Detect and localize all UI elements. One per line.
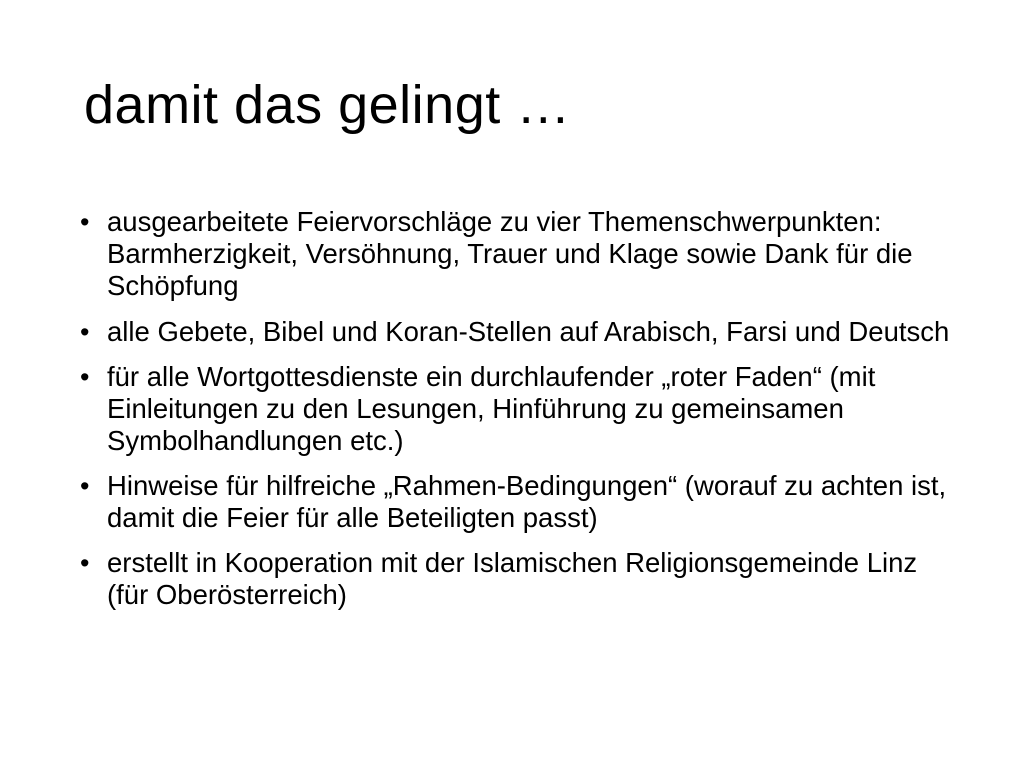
bullet-item (80, 547, 960, 611)
bullet-item (80, 361, 960, 457)
bullet-text: ausgearbeitete Feiervorschläge zu vier Themenschwerpunkten: Barmherzigkeit, Versöhnung, Trauer und Klage sowie Dank für die Schöpfung (107, 206, 913, 301)
bullet-icon: • (80, 317, 90, 347)
bullet-item (80, 316, 960, 348)
bullet-text: alle Gebete, Bibel und Koran-Stellen auf Arabisch, Farsi und Deutsch (107, 316, 950, 347)
bullet-list (80, 206, 960, 624)
bullet-icon: • (80, 362, 90, 392)
bullet-icon: • (80, 471, 90, 501)
bullet-text: erstellt in Kooperation mit der Islamischen Religionsgemeinde Linz (für Oberösterreich) (107, 547, 918, 610)
slide-title: damit das gelingt … (84, 75, 571, 135)
bullet-text: Hinweise für hilfreiche „Rahmen-Bedingungen“ (worauf zu achten ist, damit die Feier für alle Beteiligten passt) (107, 470, 947, 533)
bullet-item (80, 206, 960, 302)
bullet-icon: • (80, 207, 90, 237)
bullet-icon: • (80, 548, 90, 578)
bullet-text: für alle Wortgottesdienste ein durchlaufender „roter Faden“ (mit Einleitungen zu den Lesungen, Hinführung zu gemeinsamen Symbolhandlungen etc.) (107, 361, 876, 456)
bullet-item (80, 470, 960, 534)
